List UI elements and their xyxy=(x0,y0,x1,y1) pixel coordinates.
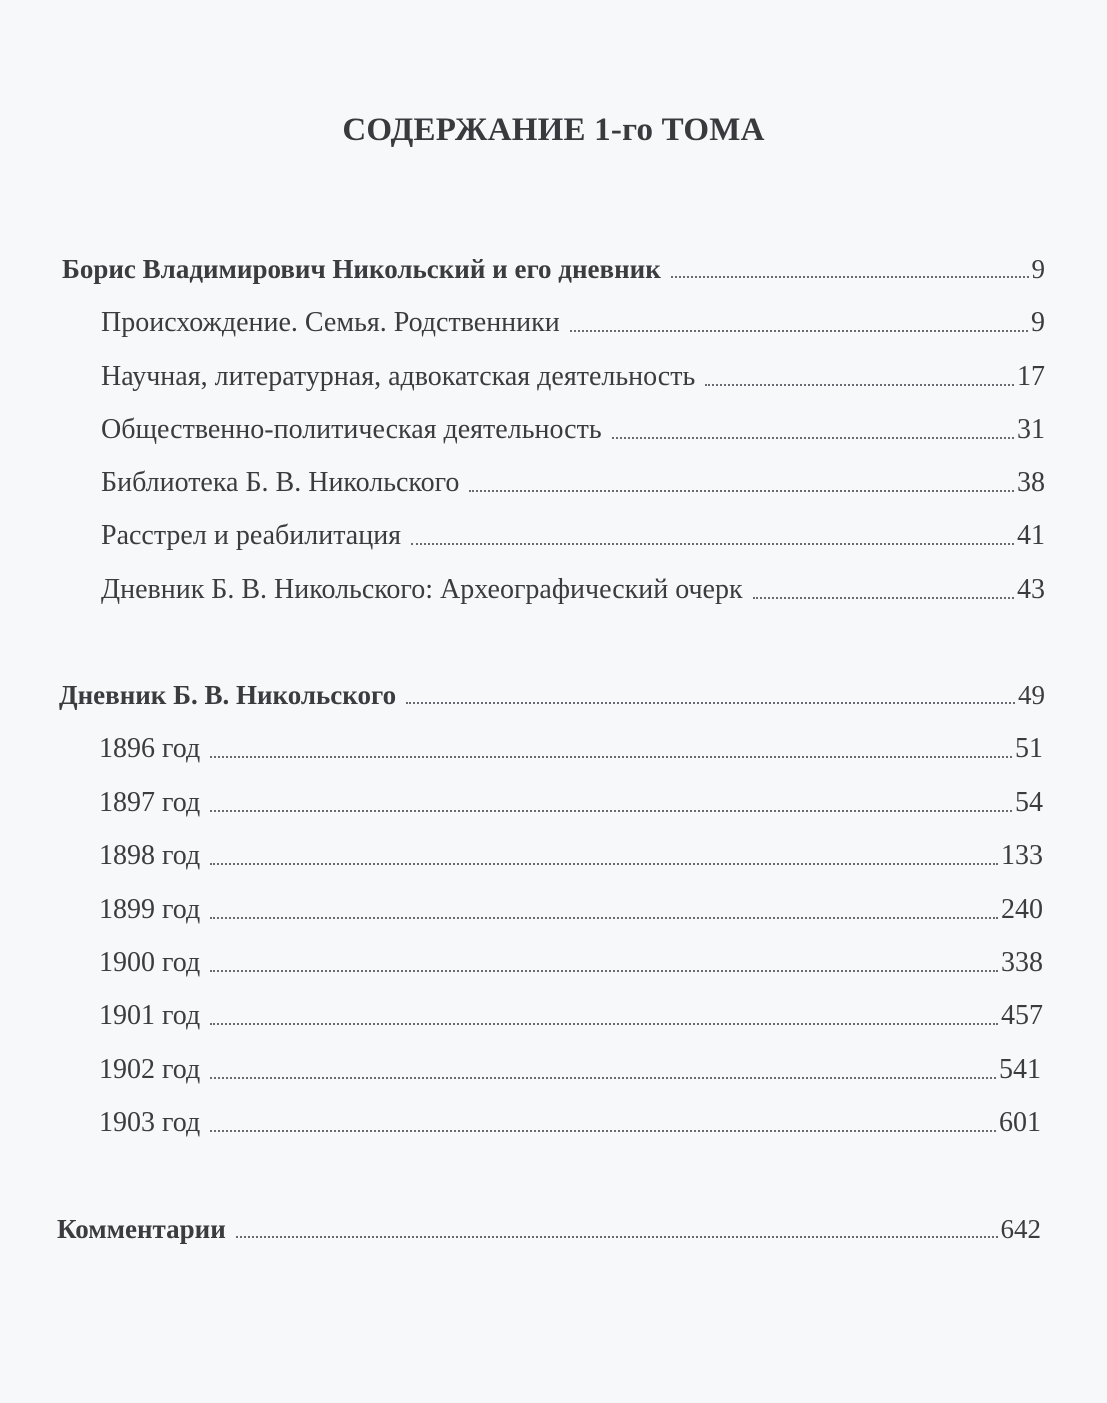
toc-page-number: 601 xyxy=(999,1107,1041,1138)
toc-entry xyxy=(101,519,1045,553)
dot-leader xyxy=(671,276,1029,278)
toc-entry xyxy=(99,786,1043,820)
toc-entry xyxy=(101,360,1045,394)
toc-entry-label: 1900 год xyxy=(99,947,201,978)
dot-leader xyxy=(210,970,998,972)
toc-page-number: 41 xyxy=(1017,520,1045,551)
dot-leader xyxy=(236,1236,998,1238)
toc-entry-label: Дневник Б. В. Никольского xyxy=(59,680,397,710)
dot-leader xyxy=(210,1077,996,1079)
toc-entry-label: Происхождение. Семья. Родственники xyxy=(101,307,560,338)
toc-entry-label: 1897 год xyxy=(99,787,201,818)
dot-leader xyxy=(210,1130,996,1132)
toc-page-number: 133 xyxy=(1001,840,1043,871)
toc-entry-label: Библиотека Б. В. Никольского xyxy=(101,467,460,498)
dot-leader xyxy=(753,597,1014,599)
toc-page-number: 9 xyxy=(1031,254,1045,284)
toc-entry xyxy=(101,413,1045,447)
toc-page-number: 338 xyxy=(1001,947,1043,978)
toc-page-number: 38 xyxy=(1017,467,1045,498)
toc-entry-label: Расстрел и реабилитация xyxy=(101,520,402,551)
dot-leader xyxy=(210,756,1012,758)
dot-leader xyxy=(705,384,1014,386)
toc-section-heading xyxy=(62,252,1045,286)
toc-page-number: 43 xyxy=(1017,574,1045,605)
dot-leader xyxy=(210,810,1012,812)
toc-page-number: 49 xyxy=(1018,680,1045,710)
dot-leader xyxy=(210,1023,998,1025)
toc-entry-label: 1898 год xyxy=(99,840,201,871)
toc-entry xyxy=(99,946,1043,980)
toc-entry-label: 1899 год xyxy=(99,894,201,925)
toc-page-number: 642 xyxy=(1000,1214,1041,1244)
page-title: СОДЕРЖАНИЕ 1-го ТОМА xyxy=(342,112,765,148)
toc-entry-label: Дневник Б. В. Никольского: Археографический очерк xyxy=(101,574,743,605)
toc-entry-label: Борис Владимирович Никольский и его дневник xyxy=(62,254,661,284)
dot-leader xyxy=(469,490,1014,492)
toc-page-number: 240 xyxy=(1001,894,1043,925)
toc-entry xyxy=(99,999,1043,1033)
dot-leader xyxy=(210,917,998,919)
toc-entry-label: 1901 год xyxy=(99,1000,201,1031)
dot-leader xyxy=(406,702,1015,704)
toc-entry-label: Общественно-политическая деятельность xyxy=(101,414,602,445)
toc-entry xyxy=(99,1106,1041,1140)
toc-entry-label: Комментарии xyxy=(57,1214,226,1244)
toc-entry-label: 1903 год xyxy=(99,1107,201,1138)
toc-entry xyxy=(99,732,1043,766)
dot-leader xyxy=(570,330,1028,332)
toc-section-heading xyxy=(57,1212,1041,1246)
toc-entry xyxy=(101,466,1045,500)
toc-page-number: 457 xyxy=(1001,1000,1043,1031)
dot-leader xyxy=(210,863,998,865)
toc-entry xyxy=(99,1053,1041,1087)
dot-leader xyxy=(612,437,1014,439)
toc-entry-label: 1896 год xyxy=(99,733,201,764)
toc-entry xyxy=(99,893,1043,927)
toc-entry xyxy=(101,306,1045,340)
dot-leader xyxy=(411,543,1014,545)
toc-page-number: 9 xyxy=(1031,307,1045,338)
toc-page-number: 51 xyxy=(1015,733,1043,764)
toc-page-number: 31 xyxy=(1017,414,1045,445)
toc-page-number: 17 xyxy=(1017,361,1045,392)
toc-page-number: 541 xyxy=(999,1054,1041,1085)
toc-section-heading xyxy=(59,678,1045,712)
toc-entry xyxy=(101,573,1045,607)
toc-entry-label: Научная, литературная, адвокатская деятельность xyxy=(101,361,696,392)
toc-entry-label: 1902 год xyxy=(99,1054,201,1085)
toc-entry xyxy=(99,839,1043,873)
toc-page-number: 54 xyxy=(1015,787,1043,818)
